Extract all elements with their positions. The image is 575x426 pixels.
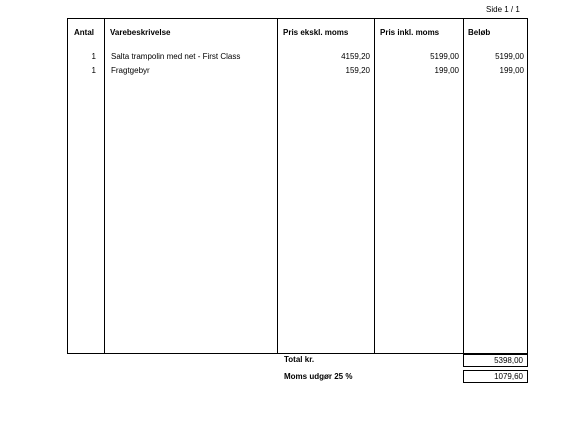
row-2-price-incl: 199,00 — [434, 66, 459, 75]
header-price-excl: Pris ekskl. moms — [283, 28, 349, 37]
row-2-price-excl: 159,20 — [345, 66, 370, 75]
header-price-incl: Pris inkl. moms — [380, 28, 440, 37]
row-2-description: Fragtgebyr — [111, 66, 150, 75]
header-description: Varebeskrivelse — [110, 28, 171, 37]
row-1-qty: 1 — [91, 52, 96, 61]
row-2-qty: 1 — [91, 66, 96, 75]
column-divider — [277, 18, 278, 354]
vat-label: Moms udgør 25 % — [284, 372, 353, 381]
vat-value: 1079,60 — [463, 370, 528, 383]
header-amount: Beløb — [468, 28, 491, 37]
header-qty: Antal — [74, 28, 94, 37]
page-number: Side 1 / 1 — [486, 5, 520, 14]
total-value: 5398,00 — [463, 354, 528, 367]
row-1-price-incl: 5199,00 — [430, 52, 459, 61]
row-1-amount: 5199,00 — [495, 52, 524, 61]
total-label: Total kr. — [284, 355, 315, 364]
row-1-description: Salta trampolin med net - First Class — [111, 52, 241, 61]
column-divider — [463, 18, 464, 354]
column-divider — [104, 18, 105, 354]
row-1-price-excl: 4159,20 — [341, 52, 370, 61]
row-2-amount: 199,00 — [499, 66, 524, 75]
column-divider — [374, 18, 375, 354]
